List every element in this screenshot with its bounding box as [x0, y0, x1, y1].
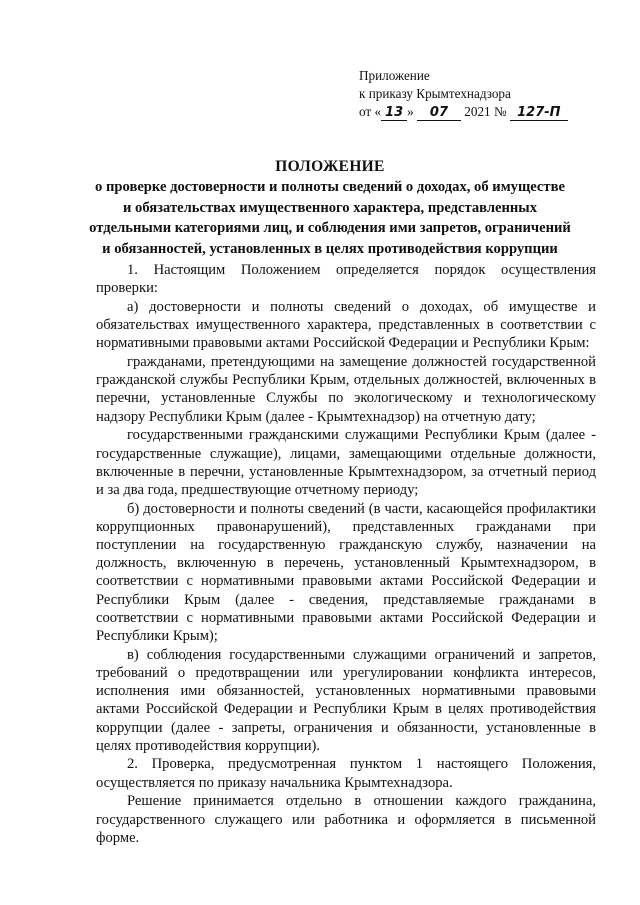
handwritten-order-number: 127-П	[510, 106, 568, 121]
paragraph: в) соблюдения государственными служащими ограничений и запретов, требований о предотвращении или урегулировании конфликта интересов, исполнения ими обязанностей, установленных нормативными правовыми актами Российской Федерации и Республики Крым в целях противодействия коррупции (далее - запреты, ограничения и обязанности, установленные в целях противодействия коррупции).	[96, 646, 596, 754]
subtitle-line: и обязательствах имущественного характера, представленных	[123, 199, 537, 216]
appendix-date-number	[359, 103, 599, 121]
paragraph: 2. Проверка, предусмотренная пунктом 1 настоящего Положения, осуществляется по приказу начальника Крымтехнадзора.	[96, 756, 596, 791]
quote-open: «	[374, 104, 382, 119]
title-subtitle	[60, 177, 600, 259]
title-main: ПОЛОЖЕНИЕ	[275, 158, 385, 175]
from-prefix: от	[359, 104, 372, 119]
document-body	[96, 261, 596, 848]
subtitle-line: о проверке достоверности и полноты сведений о доходах, об имуществе	[95, 179, 565, 195]
paragraph: государственными гражданскими служащими Республики Крым (далее - государственные служащие), лицами, замещающими отдельные должности, включенные в перечни, установленные Крымтехнадзором, за отчетный период и за два года, предшествующие отчетному периоду;	[96, 427, 596, 498]
document-title	[60, 157, 600, 259]
appendix-block	[359, 67, 599, 121]
subtitle-line: отдельными категориями лиц, и соблюдения ими запретов, ограничений	[89, 220, 571, 236]
paragraph: 1. Настоящим Положением определяется порядок осуществления проверки:	[96, 262, 596, 297]
year-number-label: 2021 №	[464, 104, 507, 119]
handwritten-month: 07	[417, 106, 461, 121]
paragraph: б) достоверности и полноты сведений (в части, касающейся профилактики коррупционных правонарушений), представленных гражданами при поступлении на государственную гражданскую службу, назначении на должность, включенную в перечень, установленный Крымтехнадзором, в соответствии с нормативными правовыми актами Российской Федерации и Республики Крым (далее - сведения, представляемые гражданами в соответствии с нормативными правовыми актами Российской Федерации и Республики Крым);	[96, 500, 596, 645]
paragraph: Решение принимается отдельно в отношении каждого гражданина, государственного служащего или работника и оформляется в письменной форме.	[96, 793, 596, 846]
paragraph: гражданами, претендующими на замещение должностей государственной гражданской службы Республики Крым, отдельных должностей, включенных в перечни, установленные Службы по экологическому и технологическому надзору Республики Крым (далее - Крымтехнадзор) на отчетную дату;	[96, 354, 596, 425]
paragraph: а) достоверности и полноты сведений о доходах, об имуществе и обязательствах имущественного характера, представленных в соответствии с нормативными правовыми актами Российской Федерации и Республики Крым:	[96, 298, 596, 352]
appendix-label: Приложение	[359, 68, 430, 83]
appendix-order-ref: к приказу Крымтехнадзора	[359, 86, 511, 101]
quote-close: »	[407, 104, 414, 119]
handwritten-day: 13	[381, 106, 407, 121]
subtitle-line: и обязанностей, установленных в целях противодействия коррупции	[102, 240, 558, 257]
